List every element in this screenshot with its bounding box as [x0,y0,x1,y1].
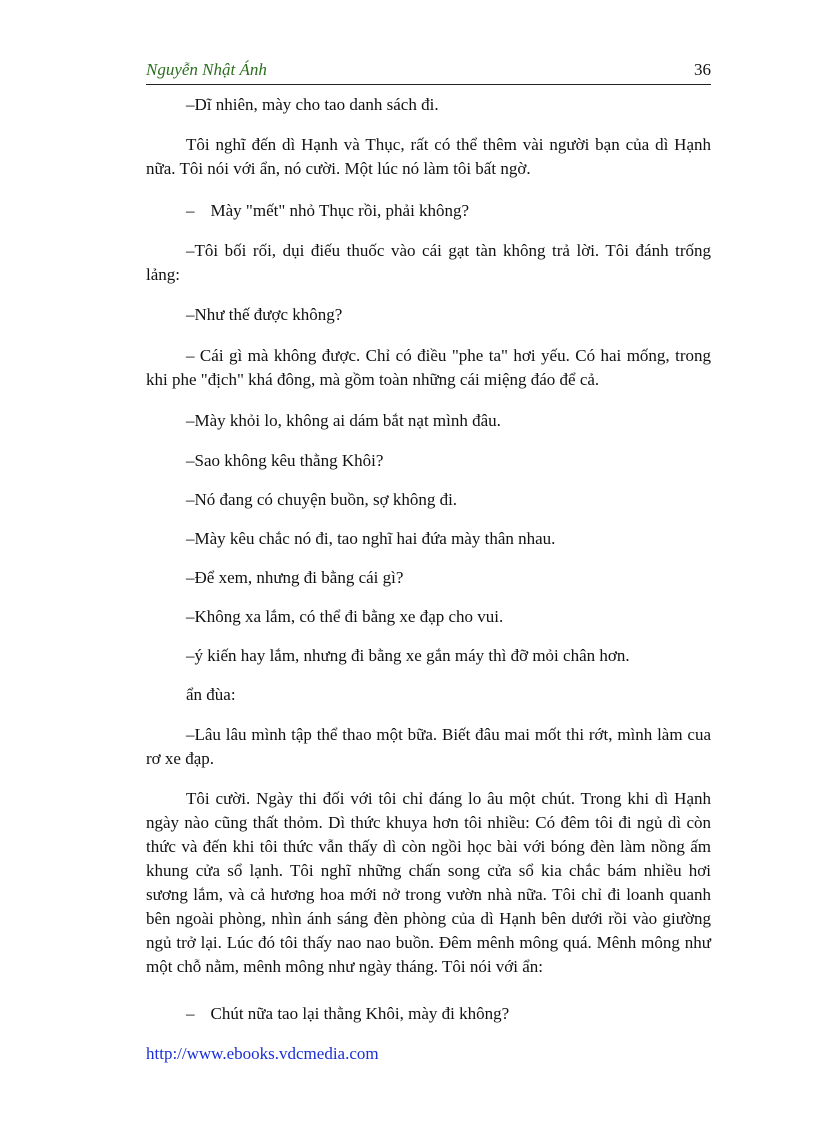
dash-marker: – [186,1004,195,1023]
paragraph-1: –Dĩ nhiên, mày cho tao danh sách đi. [186,95,439,114]
paragraph-4: –Tôi bối rối, dụi điếu thuốc vào cái gạt tàn không trả lời. Tôi đánh trống lảng: [146,241,711,284]
footer-link[interactable]: http://www.ebooks.vdcmedia.com [146,1044,379,1063]
paragraph-11: –Để xem, nhưng đi bằng cái gì? [186,568,404,587]
paragraph-3 [146,199,711,223]
header-author: Nguyễn Nhật Ánh [146,60,267,79]
paragraph-10: –Mày kêu chắc nó đi, tao nghĩ hai đứa mày thân nhau. [186,529,556,548]
paragraph-16: Tôi cười. Ngày thi đối với tôi chỉ đáng lo âu một chút. Trong khi dì Hạnh ngày nào cũng thất thỏm. Dì thức khuya hơn tôi nhiều: Có đêm tôi đi ngủ dì còn thức và đến khi tôi thức vẫn thấy dì còn ngồi học bài với bóng đèn làm nồng ấm khung cửa sổ lạnh. Tôi nghĩ những chấn song cửa sổ kia chắc bám nhiều hơi sương lắm, và cả hương hoa mới nở trong vườn nhà nữa. Tôi chỉ đi loanh quanh bên ngoài phòng, nhìn ánh sáng đèn phòng của dì Hạnh bên dưới rồi vào giường ngủ trở lại. Lúc đó tôi thấy nao nao buồn. Đêm mênh mông quá. Mênh mông như một chỗ nằm, mênh mông như ngày tháng. Tôi nói với ẩn: [146,789,711,976]
page-number: 36 [694,60,711,79]
paragraph-12: –Không xa lắm, có thể đi bằng xe đạp cho vui. [186,607,504,626]
paragraph-5: –Như thế được không? [186,305,343,324]
paragraph-8: –Sao không kêu thằng Khôi? [186,451,384,470]
paragraph-15: –Lâu lâu mình tập thể thao một bữa. Biết đâu mai mốt thi rớt, mình làm cua rơ xe đạp. [146,725,711,768]
paragraph-2: Tôi nghĩ đến dì Hạnh và Thục, rất có thể thêm vài người bạn của dì Hạnh nữa. Tôi nói với ẩn, nó cười. Một lúc nó làm tôi bất ngờ. [146,135,711,178]
dash-marker: – [186,201,195,220]
page-header [146,60,711,85]
paragraph-13: –ý kiến hay lắm, nhưng đi bằng xe gắn máy thì đỡ mỏi chân hơn. [186,646,630,665]
paragraph-9: –Nó đang có chuyện buồn, sợ không đi. [186,490,458,509]
paragraph-3-text: Mày "mết" nhỏ Thục rồi, phải không? [210,201,470,220]
paragraph-17 [146,1002,711,1026]
paragraph-6: – Cái gì mà không được. Chỉ có điều "phe ta" hơi yếu. Có hai mống, trong khi phe "địch" khá đông, mà gồm toàn những cái miệng đáo để cả. [146,346,711,389]
paragraph-7: –Mày khỏi lo, không ai dám bắt nạt mình đâu. [186,411,501,430]
paragraph-17-text: Chút nữa tao lại thằng Khôi, mày đi không? [210,1004,510,1023]
paragraph-14: ẩn đùa: [186,685,236,704]
